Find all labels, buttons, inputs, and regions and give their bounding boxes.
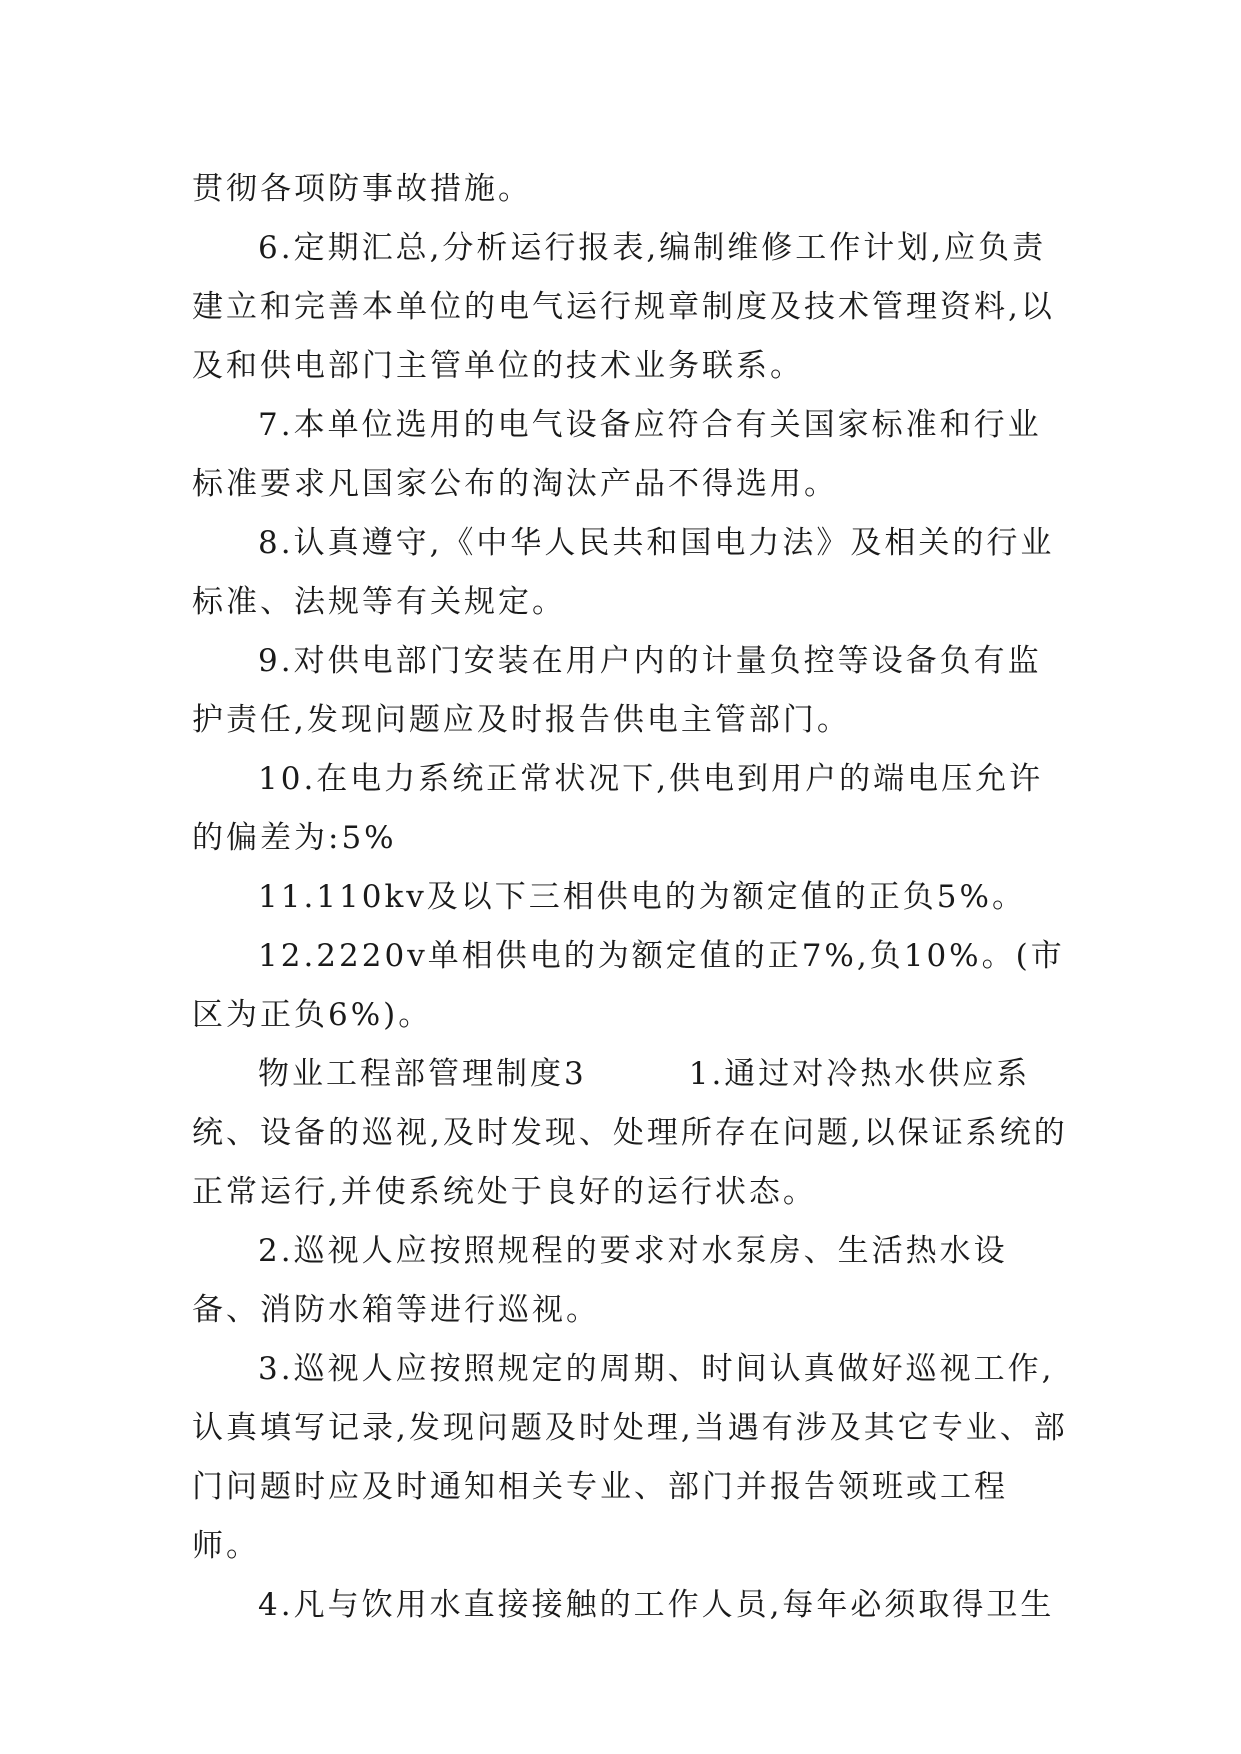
document-body — [192, 160, 1072, 1635]
paragraph-item-8: 8.认真遵守,《中华人民共和国电力法》及相关的行业标准、法规等有关规定。 — [192, 525, 1055, 620]
paragraph-section-3-item-3: 3.巡视人应按照规定的周期、时间认真做好巡视工作,认真填写记录,发现问题及时处理,当遇有涉及其它专业、部门问题时应及时通知相关专业、部门并报告领班或工程师。 — [192, 1351, 1068, 1564]
paragraph-item-12: 12.2220v单相供电的为额定值的正7%,负10%。(市区为正负6%)。 — [192, 938, 1065, 1033]
paragraph-section-3-item-1: 物业工程部管理制度3 1.通过对冷热水供应系统、设备的巡视,及时发现、处理所存在问题,以保证系统的正常运行,并使系统处于良好的运行状态。 — [192, 1056, 1068, 1210]
paragraph-section-3-item-2: 2.巡视人应按照规程的要求对水泵房、生活热水设备、消防水箱等进行巡视。 — [192, 1233, 1008, 1328]
paragraph-item-11: 11.110kv及以下三相供电的为额定值的正负5%。 — [258, 879, 1026, 915]
paragraph-section-3-item-4: 4.凡与饮用水直接接触的工作人员,每年必须取得卫生 — [258, 1587, 1055, 1623]
paragraph-item-10: 10.在电力系统正常状况下,供电到用户的端电压允许的偏差为:5% — [192, 761, 1044, 856]
paragraph-item-9: 9.对供电部门安装在用户内的计量负控等设备负有监护责任,发现问题应及时报告供电主管部门。 — [192, 643, 1042, 738]
paragraph-item-6: 6.定期汇总,分析运行报表,编制维修工作计划,应负责建立和完善本单位的电气运行规章制度及技术管理资料,以及和供电部门主管单位的技术业务联系。 — [192, 230, 1055, 384]
paragraph-continuation: 贯彻各项防事故措施。 — [192, 171, 532, 207]
paragraph-item-7: 7.本单位选用的电气设备应符合有关国家标准和行业标准要求凡国家公布的淘汰产品不得选用。 — [192, 407, 1042, 502]
